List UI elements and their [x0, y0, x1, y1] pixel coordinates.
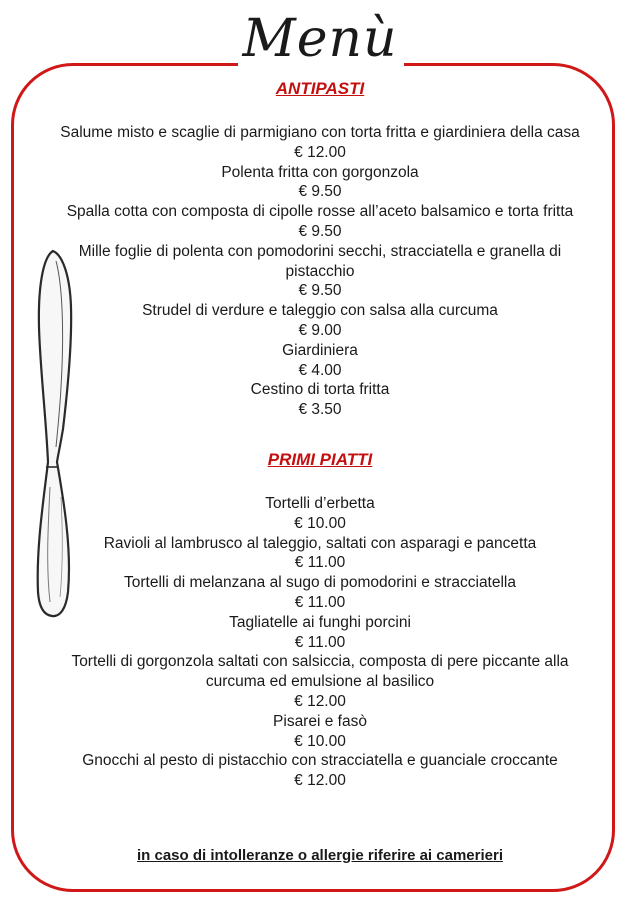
menu-item-name: Ravioli al lambrusco al taleggio, saltati con asparagi e pancetta — [103, 534, 537, 552]
menu-item-price: € 12.00 — [294, 143, 346, 161]
menu-item-name: Tortelli di gorgonzola saltati con salsiccia, composta di pere piccante alla curcuma ed emulsione al basilico — [71, 653, 569, 691]
menu-item-name: Giardiniera — [282, 341, 358, 359]
menu-item-price: € 9.00 — [298, 321, 342, 339]
menu-item-price: € 11.00 — [294, 593, 346, 611]
menu-item-price: € 10.00 — [294, 514, 346, 532]
menu-item-name: Cestino di torta fritta — [250, 381, 390, 399]
menu-item-name: Tortelli d’erbetta — [265, 494, 375, 512]
menu-item-price: € 4.00 — [298, 361, 342, 379]
menu-item-price: € 11.00 — [294, 554, 346, 572]
menu-item-price: € 12.00 — [294, 772, 346, 790]
section-title-antipasti: ANTIPASTI — [275, 79, 365, 98]
menu-item-name: Tortelli di melanzana al sugo di pomodorini e stracciatella — [123, 574, 516, 592]
menu-item-name: Salume misto e scaglie di parmigiano con torta fritta e giardiniera della casa — [60, 124, 580, 141]
menu-item-name: Spalla cotta con composta di cipolle rosse all’aceto balsamico e torta fritta — [66, 203, 574, 221]
menu-content — [60, 77, 580, 791]
primi-piatti-list — [60, 494, 580, 791]
menu-item-price: € 9.50 — [298, 183, 342, 201]
menu-item-name: Mille foglie di polenta con pomodorini secchi, stracciatella e granella di pistacchio — [78, 242, 562, 280]
menu-item-price: € 10.00 — [294, 732, 346, 750]
menu-item-name: Tagliatelle ai funghi porcini — [229, 613, 411, 631]
menu-item-name: Pisarei e fasò — [273, 712, 367, 730]
menu-item-name: Gnocchi al pesto di pistacchio con stracciatella e guanciale croccante — [82, 752, 558, 770]
antipasti-list — [60, 123, 580, 420]
menu-item-price: € 11.00 — [294, 633, 346, 651]
menu-item-price: € 9.50 — [298, 282, 342, 300]
menu-item-price: € 3.50 — [298, 401, 342, 419]
section-title-primi-piatti: PRIMI PIATTI — [267, 449, 373, 469]
menu-item-name: Strudel di verdure e taleggio con salsa alla curcuma — [142, 302, 498, 320]
menu-item-price: € 9.50 — [298, 222, 342, 240]
allergy-note: in caso di intolleranze o allergie riferire ai camerieri — [137, 847, 503, 864]
menu-item-price: € 12.00 — [294, 692, 346, 710]
menu-title: Menù — [242, 9, 398, 69]
menu-item-name: Polenta fritta con gorgonzola — [221, 163, 419, 181]
